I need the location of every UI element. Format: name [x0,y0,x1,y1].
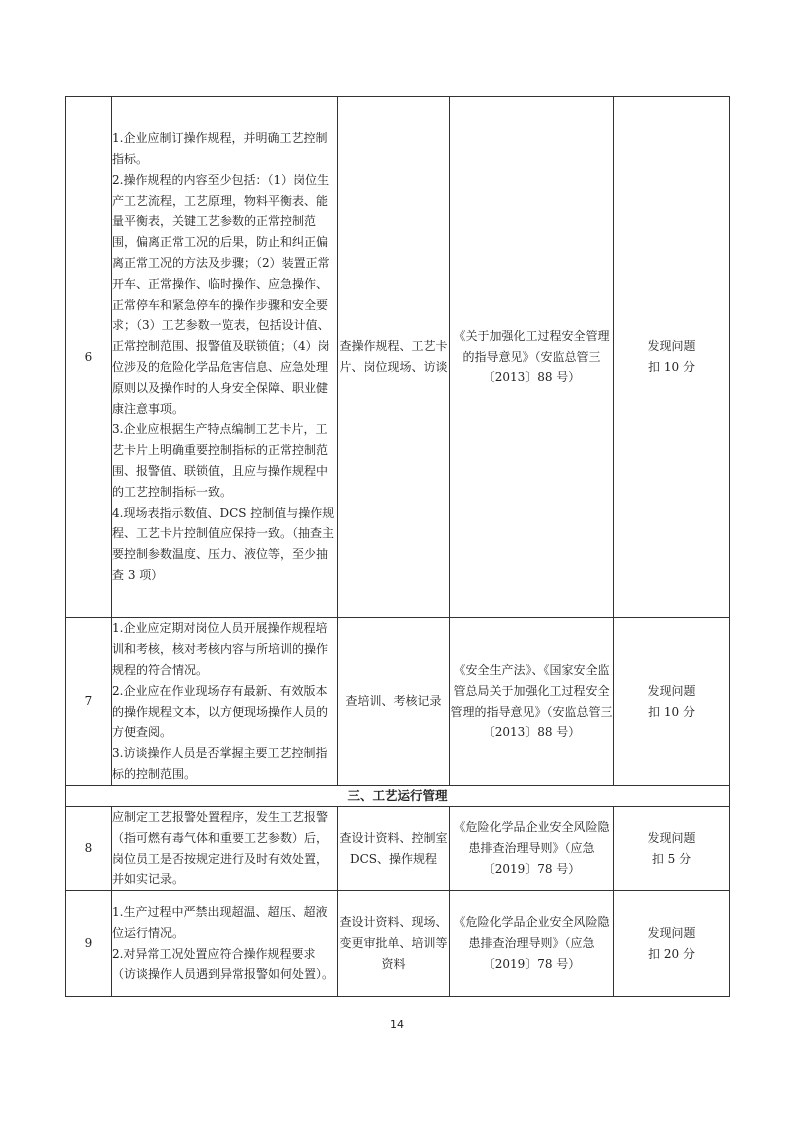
legal-basis: 《安全生产法》、《国家安全监管总局关于加强化工过程安全管理的指导意见》（安监总管三〔2013〕88 号） [450,618,614,786]
requirement-cell [112,891,338,997]
page-number: 14 [390,1018,404,1031]
row-number: 6 [66,97,112,618]
requirement-item: 3.访谈操作人员是否掌握主要工艺控制指标的控制范围。 [112,746,328,781]
requirement-item: 2.对异常工况处置应符合操作规程要求（访谈操作人员遇到异常报警如何处置）。 [112,946,335,982]
penalty-cell [614,807,730,891]
inspection-method: 查操作规程、工艺卡片、岗位现场、访谈 [338,97,450,618]
penalty-condition: 发现问题 [647,683,696,698]
table-row [66,807,730,891]
section-header-row [66,786,730,807]
penalty-points: 扣 5 分 [651,851,692,866]
penalty-points: 扣 10 分 [648,704,695,719]
penalty-condition: 发现问题 [647,830,696,845]
row-number: 9 [66,891,112,997]
inspection-method: 查培训、考核记录 [338,618,450,786]
requirement-item: 应制定工艺报警处置程序，发生工艺报警（指可燃有毒气体和重要工艺参数）后，岗位员工是否按规定进行及时有效处置，并如实记录。 [112,810,329,887]
requirement-item: 4.现场表指示数值、DCS 控制值与操作规程、工艺卡片控制值应保持一致。（抽查主要控制参数温度、压力、液位等，至少抽查 3 项） [112,505,335,582]
requirement-item: 2.操作规程的内容至少包括：（1）岗位生产工艺流程，工艺原理，物料平衡表、能量平衡表，关键工艺参数的正常控制范围，偏离正常工况的后果，防止和纠正偏离正常工况的方法及步骤；（2）装置正常开车、正常操作、临时操作、应急操作、正常停车和紧急停车的操作步骤和安全要求；（3）工艺参数一览表，包括设计值、正常控制范围、报警值及联锁值；（4）岗位涉及的危险化学品危害信息、应急处理原则以及操作时的人身安全保障、职业健康注意事项。 [112,172,330,416]
table-row [66,618,730,786]
requirement-item: 2.企业应在作业现场存有最新、有效版本的操作规程文本，以方便现场操作人员的方便查阅。 [112,683,329,740]
penalty-cell [614,891,730,997]
requirement-cell [112,807,338,891]
inspection-table [65,96,730,997]
legal-basis: 《危险化学品企业安全风险隐患排查治理导则》（应急〔2019〕78 号） [450,807,614,891]
requirement-cell [112,97,338,618]
penalty-cell [614,618,730,786]
requirement-item: 3.企业应根据生产特点编制工艺卡片，工艺卡片上明确重要控制指标的正常控制范围、报警值、联锁值，且应与操作规程中的工艺控制指标一致。 [112,422,329,499]
row-number: 8 [66,807,112,891]
legal-basis: 《关于加强化工过程安全管理的指导意见》（安监总管三〔2013〕88 号） [450,97,614,618]
requirement-cell [112,618,338,786]
table-row [66,97,730,618]
requirement-item: 1.生产过程中严禁出现超温、超压、超液位运行情况。 [112,905,328,940]
penalty-cell [614,97,730,618]
inspection-method: 查设计资料、控制室 DCS、操作规程 [338,807,450,891]
section-title: 三、工艺运行管理 [66,786,730,807]
table-row [66,891,730,997]
requirement-item: 1.企业应定期对岗位人员开展操作规程培训和考核，核对考核内容与所培训的操作规程的符合情况。 [112,621,329,677]
row-number: 7 [66,618,112,786]
requirement-item: 1.企业应制订操作规程，并明确工艺控制指标。 [112,131,328,167]
penalty-condition: 发现问题 [647,925,696,940]
penalty-points: 扣 10 分 [648,360,695,374]
legal-basis: 《危险化学品企业安全风险隐患排查治理导则》（应急〔2019〕78 号） [450,891,614,997]
penalty-points: 扣 20 分 [648,946,695,961]
penalty-condition: 发现问题 [647,339,696,354]
inspection-method: 查设计资料、现场、变更审批单、培训等资料 [338,891,450,997]
